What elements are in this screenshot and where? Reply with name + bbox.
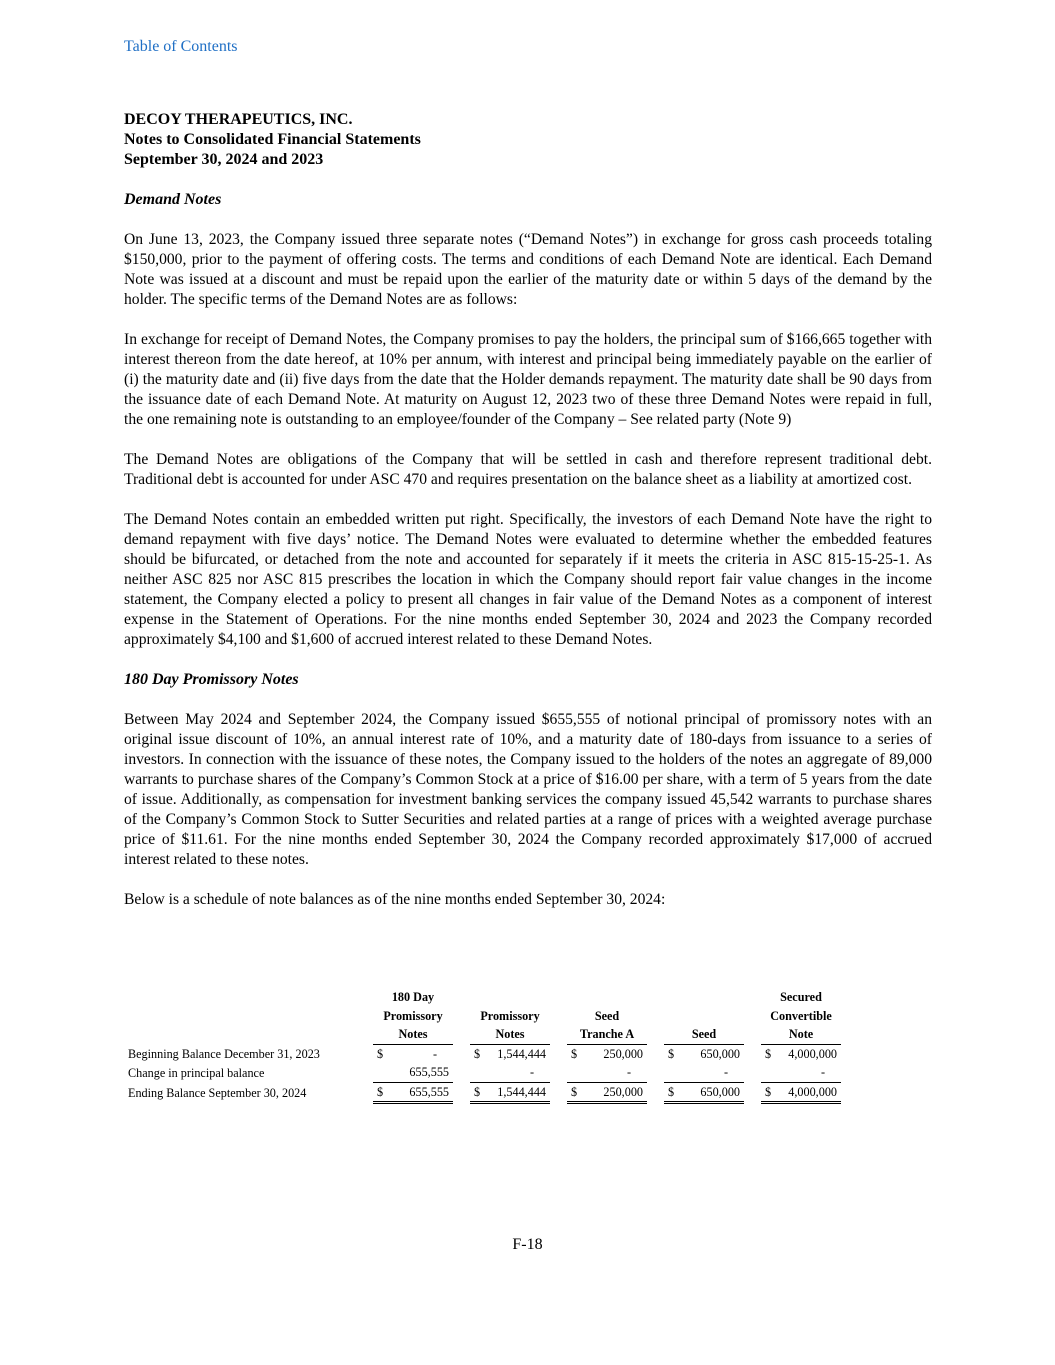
cell-value: - bbox=[820, 1065, 825, 1079]
currency-symbol: $ bbox=[668, 1084, 675, 1099]
paragraph: The Demand Notes contain an embedded written put right. Specifically, the investors of each Demand Note have the right to demand repayment with five days’ notice. The Demand Notes were evaluated to determine whether the embedded features should be bifurcated, or detached from the note and accounted for separately if it meets the criteria in ASC 815-15-25-1. As neither ASC 825 nor ASC 815 prescribes the location in which the Company should report fair value changes in the income statement, the Company elected a policy to present all changes in fair value of the Demand Notes as a component of interest expense in the Statement of Operations. For the nine months ended September 30, 2024 and 2023 the Company recorded approximately $4,100 and $1,600 of accrued interest related to these Demand Notes. bbox=[124, 511, 932, 648]
table-of-contents-link[interactable]: Table of Contents bbox=[124, 38, 238, 55]
cell-value: - bbox=[626, 1065, 631, 1079]
column-header: Promissory bbox=[480, 1008, 540, 1023]
column-header: Note bbox=[761, 1025, 841, 1044]
column-header: Tranche A bbox=[567, 1025, 647, 1044]
column-header bbox=[664, 1007, 744, 1026]
table-row bbox=[124, 1044, 841, 1063]
currency-symbol: $ bbox=[474, 1084, 481, 1099]
cell-value: 650,000 bbox=[700, 1084, 740, 1099]
cell-value: - bbox=[432, 1046, 437, 1061]
column-header: Promissory bbox=[383, 1008, 443, 1023]
column-header bbox=[470, 988, 550, 1007]
cell-value: - bbox=[529, 1065, 534, 1079]
column-header: Secured bbox=[780, 990, 822, 1004]
cell-value: 650,000 bbox=[700, 1046, 740, 1061]
table-header-row-2 bbox=[124, 1007, 841, 1026]
currency-symbol: $ bbox=[765, 1084, 772, 1099]
currency-symbol: $ bbox=[668, 1046, 675, 1061]
cell-value: 1,544,444 bbox=[497, 1046, 546, 1061]
column-header: 180 Day bbox=[391, 990, 435, 1004]
cell-value: 250,000 bbox=[603, 1084, 643, 1099]
table-header-row-3 bbox=[124, 1025, 841, 1044]
currency-symbol: $ bbox=[474, 1046, 481, 1061]
statement-title: Notes to Consolidated Financial Statements bbox=[124, 131, 421, 148]
column-header: Notes bbox=[470, 1025, 550, 1044]
paragraph: On June 13, 2023, the Company issued three separate notes (“Demand Notes”) in exchange for gross cash proceeds totaling $150,000, prior to the payment of offering costs. The terms and conditions of each Demand Note are identical. Each Demand Note was issued at a discount and must be repaid upon the earlier of the maturity date or within 5 days of the demand by the holder. The specific terms of the Demand Notes are as follows: bbox=[124, 231, 932, 308]
document-body bbox=[124, 110, 932, 910]
row-label: Change in principal balance bbox=[128, 1065, 265, 1080]
column-header: Seed bbox=[664, 1025, 744, 1044]
paragraph: Below is a schedule of note balances as of the nine months ended September 30, 2024: bbox=[124, 891, 666, 908]
cell-value: 250,000 bbox=[603, 1046, 643, 1061]
table-row bbox=[124, 1063, 841, 1082]
cell-value: 4,000,000 bbox=[788, 1084, 837, 1099]
column-header bbox=[567, 988, 647, 1007]
row-label: Beginning Balance December 31, 2023 bbox=[128, 1046, 320, 1061]
column-header: Notes bbox=[373, 1025, 453, 1044]
table-row bbox=[124, 1082, 841, 1103]
column-header bbox=[664, 988, 744, 1007]
cell-value: 4,000,000 bbox=[788, 1046, 837, 1061]
column-header: Seed bbox=[594, 1008, 620, 1023]
cell-value: 1,544,444 bbox=[497, 1084, 546, 1099]
cell-value: - bbox=[723, 1065, 728, 1079]
cell-value: 655,555 bbox=[409, 1084, 449, 1099]
currency-symbol: $ bbox=[765, 1046, 772, 1061]
note-balance-schedule bbox=[124, 988, 841, 1104]
company-name: DECOY THERAPEUTICS, INC. bbox=[124, 111, 353, 128]
currency-symbol: $ bbox=[377, 1084, 384, 1099]
section-heading-demand-notes: Demand Notes bbox=[124, 191, 222, 208]
row-label: Ending Balance September 30, 2024 bbox=[128, 1086, 307, 1100]
currency-symbol: $ bbox=[377, 1046, 384, 1061]
cell-value: 655,555 bbox=[409, 1065, 449, 1079]
table-header-row-1 bbox=[124, 988, 841, 1007]
currency-symbol: $ bbox=[571, 1046, 578, 1061]
paragraph: Between May 2024 and September 2024, the Company issued $655,555 of notional principal of promissory notes with an original issue discount of 10%, an annual interest rate of 10%, and a maturity date of 180-days from issuance to a series of investors. In connection with the issuance of these notes, the Company issued to the holders of the notes an aggregate of 89,000 warrants to purchase shares of the Company’s Common Stock at a price of $16.00 per share, with a term of 5 years from the date of issue. Additionally, as compensation for investment banking services the company issued 45,542 warrants to purchase shares of the Company’s Common Stock to Sutter Securities and related parties at a range of prices with a weighted average purchase price of $11.61. For the nine months ended September 30, 2024 the Company recorded approximately $17,000 of accrued interest related to these notes. bbox=[124, 711, 932, 868]
currency-symbol: $ bbox=[571, 1084, 578, 1099]
statement-period: September 30, 2024 and 2023 bbox=[124, 151, 324, 168]
column-header: Convertible bbox=[770, 1008, 832, 1023]
paragraph: In exchange for receipt of Demand Notes, the Company promises to pay the holders, the principal sum of $166,665 together with interest thereon from the date hereof, at 10% per annum, with interest and principal being immediately payable on the earlier of (i) the maturity date and (ii) five days from the date that the Holder demands repayment. The maturity date shall be 90 days from the issuance date of each Demand Note. At maturity on August 12, 2023 two of these three Demand Notes were repaid in full, the one remaining note is outstanding to an employee/founder of the Company – See related party (Note 9) bbox=[124, 331, 932, 428]
page-number: F-18 bbox=[512, 1236, 543, 1253]
section-heading-promissory-notes: 180 Day Promissory Notes bbox=[124, 671, 299, 688]
paragraph: The Demand Notes are obligations of the Company that will be settled in cash and therefore represent traditional debt. Traditional debt is accounted for under ASC 470 and requires presentation on the balance sheet as a liability at amortized cost. bbox=[124, 451, 932, 488]
